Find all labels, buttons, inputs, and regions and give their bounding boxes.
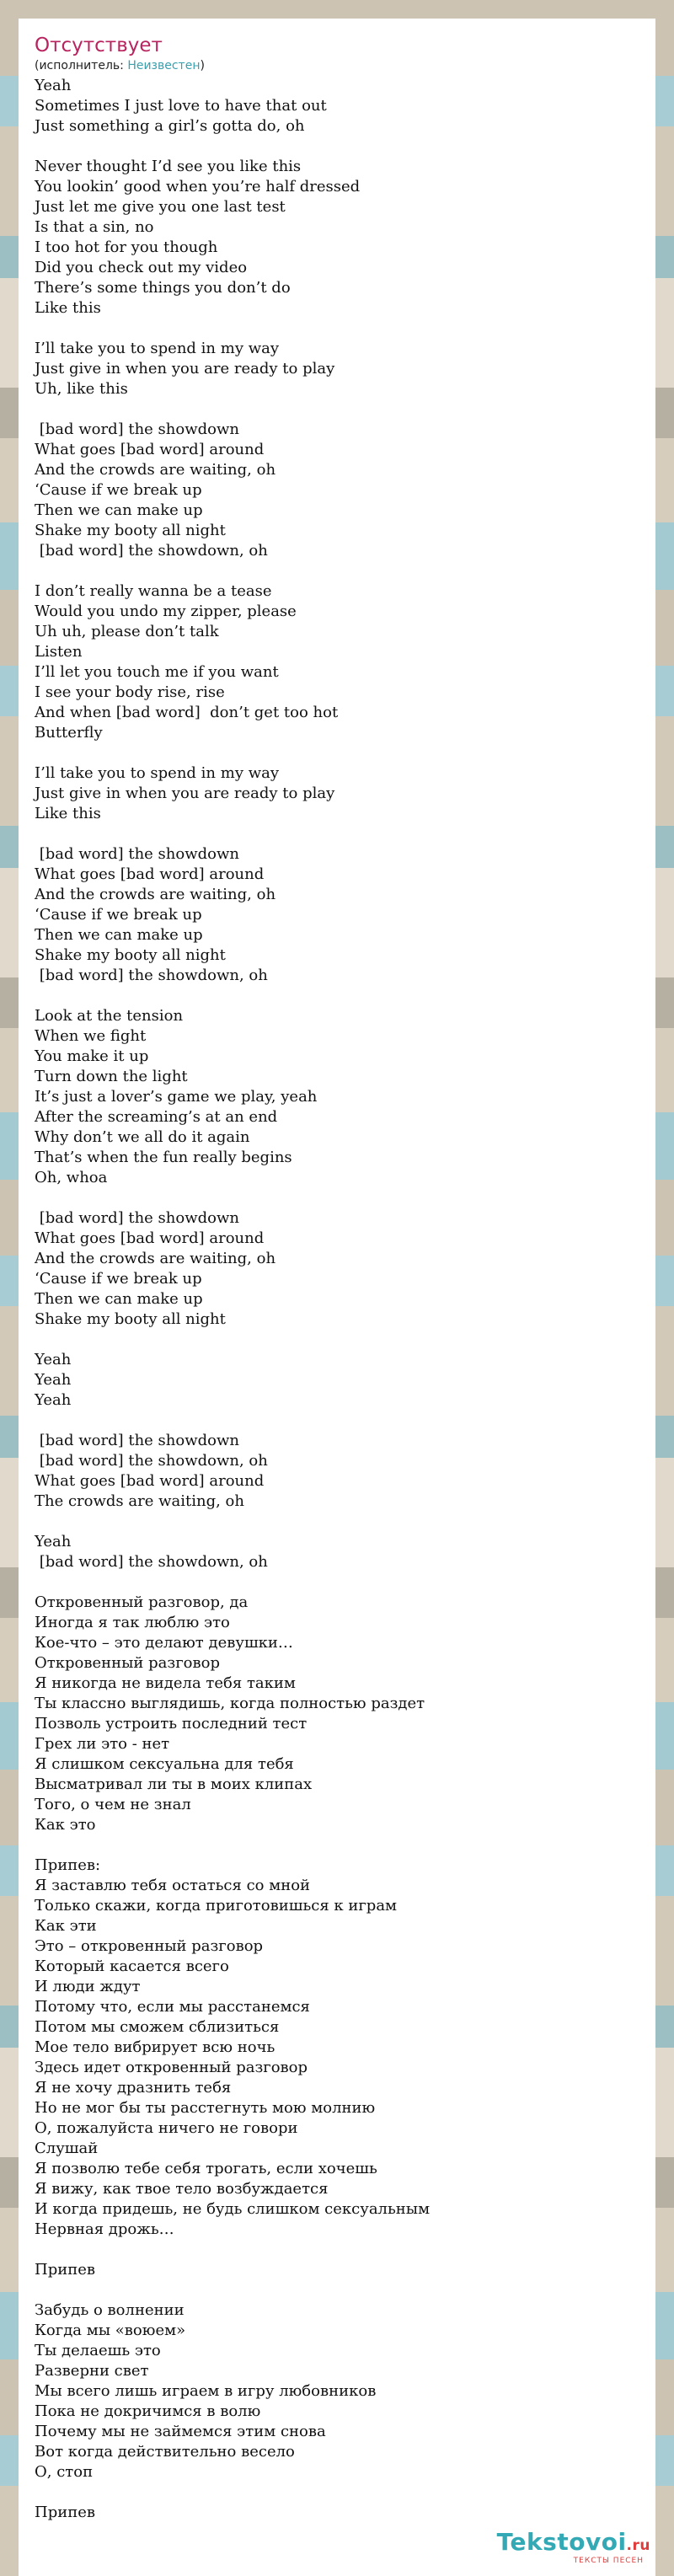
lyric-line: Того, о чем не знал (35, 1796, 191, 1813)
song-title: Отсутствует (35, 35, 163, 56)
lyric-line: I’ll let you touch me if you want (35, 663, 279, 681)
lyric-line: Did you check out my video (35, 259, 248, 276)
lyric-line: Would you undo my zipper, please (35, 602, 297, 620)
logo-suffix: .ru (626, 2537, 650, 2554)
lyric-line: You make it up (35, 1047, 149, 1065)
lyric-line: That’s when the fun really begins (35, 1149, 292, 1166)
lyric-line: ‘Cause if we break up (35, 906, 202, 924)
lyric-line: Откровенный разговор, да (35, 1593, 249, 1611)
lyric-line: Как эти (35, 1917, 97, 1935)
lyric-line: Then we can make up (35, 501, 203, 519)
lyric-line: [bad word] the showdown, oh (35, 542, 268, 560)
lyric-line: Высматривал ли ты в моих клипах (35, 1775, 313, 1793)
stanza-break (35, 1330, 655, 1350)
lyric-line: Почему мы не займемся этим снова (35, 2423, 326, 2440)
lyric-line: You lookin’ good when you’re half dressed (35, 178, 361, 195)
lyric-line: Listen (35, 643, 83, 661)
lyric-line: Sometimes I just love to have that out (35, 97, 327, 115)
lyrics-text (35, 76, 655, 2523)
lyric-line: Позволь устроить последний тест (35, 1715, 308, 1733)
lyric-line: Припев (35, 2261, 95, 2279)
stanza-break (35, 1188, 655, 1208)
lyric-line: Shake my booty all night (35, 946, 226, 964)
lyric-line: Припев (35, 2504, 95, 2521)
lyric-line: I too hot for you though (35, 238, 218, 256)
lyric-line: Never thought I’d see you like this (35, 158, 302, 175)
lyric-line: Потому что, если мы расстанемся (35, 1998, 310, 2016)
stanza-break (35, 986, 655, 1006)
lyric-line: It’s just a lover’s game we play, yeah (35, 1088, 318, 1106)
lyric-line: Oh, whoa (35, 1169, 108, 1186)
lyric-line: And the crowds are waiting, oh (35, 886, 276, 903)
stanza-break (35, 137, 655, 157)
stanza-break (35, 1411, 655, 1431)
lyric-line: Иногда я так люблю это (35, 1614, 230, 1631)
stanza-break (35, 399, 655, 420)
lyric-line: I’ll take you to spend in my way (35, 340, 280, 357)
lyric-line: Like this (35, 805, 101, 822)
lyric-line: Yeah (35, 1533, 72, 1550)
lyric-line: Здесь идет откровенный разговор (35, 2059, 308, 2076)
lyric-line: Ты делаешь это (35, 2342, 161, 2359)
lyric-line: Грех ли это - нет (35, 1735, 170, 1753)
stanza-break (35, 1572, 655, 1593)
lyric-line: Just let me give you one last test (35, 198, 286, 216)
lyric-line: Я не хочу дразнить тебя (35, 2079, 232, 2097)
lyric-line: When we fight (35, 1027, 147, 1045)
lyric-line: What goes [bad word] around (35, 1229, 265, 1247)
lyric-line: [bad word] the showdown, oh (35, 1553, 268, 1571)
lyric-line: Я позволю тебе себя трогать, если хочешь (35, 2160, 377, 2177)
lyric-line: Но не мог бы ты расстегнуть мою молнию (35, 2099, 376, 2117)
lyric-line: О, стоп (35, 2463, 94, 2481)
lyric-line: Слушай (35, 2140, 99, 2157)
stanza-break (35, 1512, 655, 1532)
lyric-line: ‘Cause if we break up (35, 481, 202, 499)
lyric-line: Потом мы сможем сблизиться (35, 2018, 280, 2036)
site-logo[interactable] (497, 2530, 650, 2565)
lyric-line: Вот когда действительно весело (35, 2443, 295, 2461)
lyric-line: Это – откровенный разговор (35, 1937, 264, 1955)
stanza-break (35, 743, 655, 763)
lyric-line: Забудь о волнении (35, 2301, 185, 2319)
lyric-line: What goes [bad word] around (35, 1472, 265, 1490)
lyric-line: Look at the tension (35, 1007, 184, 1025)
lyric-line: И когда придешь, не будь слишком сексуальным (35, 2200, 431, 2218)
lyric-line: ‘Cause if we break up (35, 1270, 202, 1288)
lyric-line: Который касается всего (35, 1957, 229, 1975)
lyric-line: Butterfly (35, 724, 103, 742)
lyric-line: Кое-что – это делают девушки… (35, 1634, 293, 1652)
artist-suffix: ) (200, 59, 205, 72)
lyric-line: Когда мы «воюем» (35, 2322, 186, 2339)
lyric-line: Я вижу, как твое тело возбуждается (35, 2180, 329, 2198)
artist-prefix: (исполнитель: (35, 59, 128, 72)
logo-tagline: ТЕКСТЫ ПЕСЕН (573, 2557, 644, 2565)
lyric-line: Я слишком сексуальна для тебя (35, 1755, 294, 1773)
lyric-line: Откровенный разговор (35, 1654, 220, 1672)
lyric-line: Shake my booty all night (35, 522, 226, 539)
lyric-line: Припев: (35, 1856, 101, 1874)
lyric-line: Then we can make up (35, 926, 203, 944)
lyric-line: What goes [bad word] around (35, 865, 265, 883)
lyric-line: Turn down the light (35, 1068, 188, 1085)
lyric-line: [bad word] the showdown, oh (35, 1452, 268, 1470)
lyric-line: О, пожалуйста ничего не говори (35, 2119, 298, 2137)
lyric-line: There’s some things you don’t do (35, 279, 291, 297)
lyric-line: And the crowds are waiting, oh (35, 461, 276, 479)
lyric-line: Uh uh, please don’t talk (35, 623, 219, 640)
lyric-line: Разверни свет (35, 2362, 149, 2380)
lyric-line: Как это (35, 1816, 96, 1834)
lyric-line: I see your body rise, rise (35, 683, 225, 701)
artist-link[interactable]: Неизвестен (127, 59, 201, 72)
stanza-break (35, 1835, 655, 1856)
lyric-line: Yeah (35, 1391, 72, 1409)
lyric-line: Is that a sin, no (35, 218, 154, 236)
logo-wordmark (497, 2530, 650, 2558)
lyric-line: Нервная дрожь… (35, 2220, 174, 2238)
lyric-line: Я заставлю тебя остаться со мной (35, 1877, 311, 1894)
artist-line (35, 58, 655, 73)
lyric-line: Yeah (35, 1351, 72, 1368)
lyric-line: Yeah (35, 77, 72, 94)
lyrics-page (19, 19, 655, 2576)
lyric-line: I’ll take you to spend in my way (35, 764, 280, 782)
stanza-break (35, 2280, 655, 2300)
lyric-line: Мое тело вибрирует всю ночь (35, 2038, 275, 2056)
lyric-line: [bad word] the showdown (35, 1209, 239, 1227)
lyric-line: [bad word] the showdown (35, 1432, 239, 1449)
stanza-break (35, 2482, 655, 2503)
lyric-line: And when [bad word] don’t get too hot (35, 704, 339, 721)
lyric-line: [bad word] the showdown (35, 845, 239, 863)
lyric-line: Мы всего лишь играем в игру любовников (35, 2382, 377, 2400)
lyric-line: Только скажи, когда приготовишься к играм (35, 1897, 398, 1915)
lyric-line: The crowds are waiting, oh (35, 1492, 244, 1510)
lyric-line: Like this (35, 299, 101, 317)
stanza-break (35, 319, 655, 339)
lyric-line: Why don’t we all do it again (35, 1128, 250, 1146)
stanza-break (35, 2240, 655, 2260)
lyric-line: [bad word] the showdown, oh (35, 967, 268, 984)
lyric-line: Пока не докричимся в волю (35, 2402, 261, 2420)
lyric-line: Я никогда не видела тебя таким (35, 1674, 296, 1692)
logo-name: Tekstovoi (496, 2528, 627, 2556)
lyric-line: Shake my booty all night (35, 1310, 226, 1328)
lyric-line: И люди ждут (35, 1978, 141, 1995)
lyric-line: After the screaming’s at an end (35, 1108, 278, 1126)
lyric-line: Just something a girl’s gotta do, oh (35, 117, 305, 135)
lyric-line: Just give in when you are ready to play (35, 785, 335, 802)
lyric-line: What goes [bad word] around (35, 441, 265, 458)
stanza-break (35, 561, 655, 581)
lyric-line: Just give in when you are ready to play (35, 360, 335, 378)
lyric-line: Uh, like this (35, 380, 128, 398)
lyric-line: [bad word] the showdown (35, 420, 239, 438)
stanza-break (35, 824, 655, 844)
lyric-line: Yeah (35, 1371, 72, 1389)
lyric-line: I don’t really wanna be a tease (35, 582, 272, 600)
lyric-line: And the crowds are waiting, oh (35, 1250, 276, 1267)
lyric-line: Ты классно выглядишь, когда полностью раздет (35, 1695, 425, 1712)
lyric-line: Then we can make up (35, 1290, 203, 1308)
